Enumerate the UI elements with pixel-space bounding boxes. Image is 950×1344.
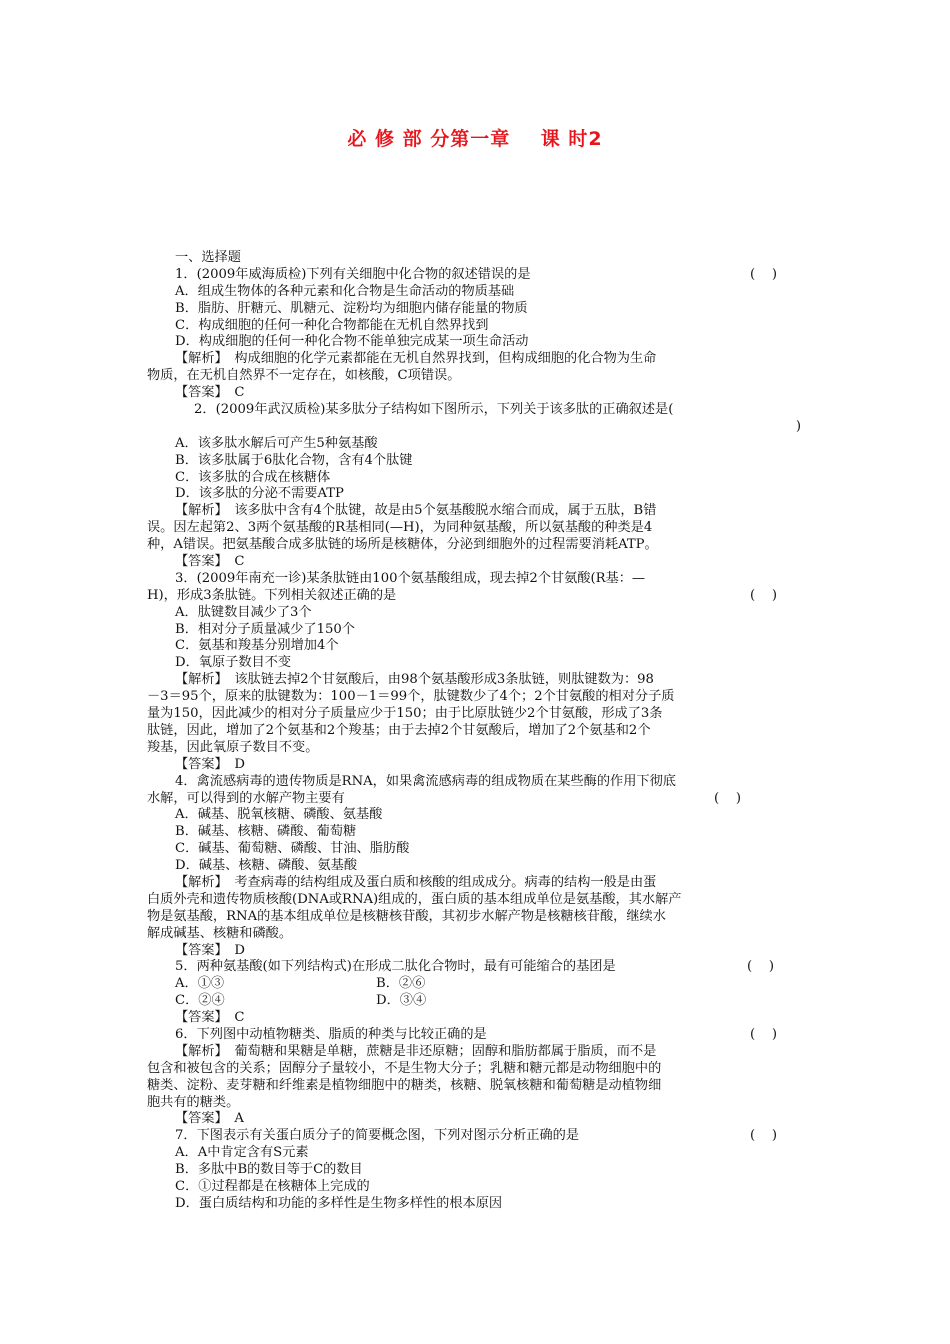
q3-option-a: A．肽键数目减少了3个 [175, 604, 312, 620]
q2-option-d: D．该多肽的分泌不需要ATP [175, 486, 344, 502]
q1-option-c: C．构成细胞的任何一种化合物都能在无机自然界找到 [175, 317, 489, 333]
q7-option-a: A．A中肯定含有S元素 [175, 1145, 309, 1161]
q1-option-d: D．构成细胞的任何一种化合物不能单独完成某一项生命活动 [175, 334, 529, 350]
q1-analysis-line: 物质，在无机自然界不一定存在，如核酸，C项错误。 [147, 368, 461, 384]
q3-option-c: C．氨基和羧基分别增加4个 [175, 638, 339, 654]
q6-analysis-line: 包含和被包含的关系；固醇分子量较小，不是生物大分子；乳糖和糖元都是动物细胞中的 [147, 1060, 662, 1076]
q3-option-b: B．相对分子质量减少了150个 [175, 621, 355, 637]
q5-options-row [147, 976, 807, 993]
q3-option-d: D．氧原子数目不变 [175, 655, 292, 671]
answer-blank: ( ) [750, 1128, 778, 1144]
q4-analysis-line: 【解析】 考查病毒的结构组成及蛋白质和核酸的组成成分。病毒的结构一般是由蛋 [175, 874, 657, 890]
q1-option-b: B．脂肪、肝糖元、肌糖元、淀粉均为细胞内储存能量的物质 [175, 300, 528, 316]
q5-answer: 【答案】 C [175, 1010, 245, 1026]
q3-analysis-line: －3＝95个，原来的肽键数为：100－1＝99个，肽键数少了4个；2个甘氨酸的相对分子质 [147, 689, 675, 705]
question-1-stem: 1．(2009年威海质检)下列有关细胞中化合物的叙述错误的是 ( ) [175, 266, 778, 282]
q7-option-c: C．①过程都是在核糖体上完成的 [175, 1178, 370, 1194]
document-body [147, 250, 807, 1213]
q3-answer: 【答案】 D [175, 756, 245, 772]
q4-answer: 【答案】 D [175, 942, 245, 958]
q4-analysis-line: 解成碱基、核糖和磷酸。 [147, 925, 293, 941]
q4-option-d: D．碱基、核糖、磷酸、氨基酸 [175, 858, 358, 874]
question-4-stem: 水解，可以得到的水解产物主要有 ( ) [147, 790, 742, 806]
section-heading: 一、选择题 [175, 250, 241, 265]
q5-option-d: D．③④ [376, 993, 427, 1009]
q3-analysis-line: 量为150，因此减少的相对分子质量应少于150；由于比原肽链少2个甘氨酸，形成了3条 [147, 706, 663, 722]
q4-analysis-line: 物是氨基酸，RNA的基本组成单位是核糖核苷酸，其初步水解产物是核糖核苷酸，继续水 [147, 908, 666, 924]
q2-option-c: C．该多肽的合成在核糖体 [175, 469, 331, 485]
q2-analysis-line: 种，A错误。把氨基酸合成多肽链的场所是核糖体，分泌到细胞外的过程需要消耗ATP。 [147, 537, 658, 553]
answer-blank: ( ) [714, 790, 742, 806]
answer-blank: ( ) [750, 587, 778, 603]
q6-answer: 【答案】 A [175, 1111, 244, 1127]
question-3-stem: 3．(2009年南充一诊)某条肽链由100个氨基酸组成，现去掉2个甘氨酸(R基：— [175, 570, 646, 586]
q4-option-b: B．碱基、核糖、磷酸、葡萄糖 [175, 824, 357, 840]
q6-analysis-line: 糖类、淀粉、麦芽糖和纤维素是植物细胞中的糖类，核糖、脱氧核糖和葡萄糖是动植物细 [147, 1077, 662, 1093]
q5-option-a: A．①③ [175, 976, 225, 992]
question-5-stem: 5．两种氨基酸(如下列结构式)在形成二肽化合物时，最有可能缩合的基团是 ( ) [175, 959, 775, 975]
question-3-stem: H)，形成3条肽链。下列相关叙述正确的是 ( ) [147, 587, 778, 603]
answer-blank: ( ) [750, 1026, 778, 1042]
q5-option-c: C．②④ [175, 993, 225, 1009]
answer-blank: ( ) [750, 266, 778, 282]
q2-analysis-line: 【解析】 该多肽中含有4个肽键，故是由5个氨基酸脱水缩合而成，属于五肽，B错 [175, 503, 657, 519]
q1-analysis-line: 【解析】 构成细胞的化学元素都能在无机自然界找到，但构成细胞的化合物为生命 [175, 351, 657, 367]
q2-option-a: A．该多肽水解后可产生5种氨基酸 [175, 435, 378, 451]
q7-option-b: B．多肽中B的数目等于C的数目 [175, 1162, 363, 1178]
question-2-stem: 2．(2009年武汉质检)某多肽分子结构如下图所示，下列关于该多肽的正确叙述是( [194, 402, 674, 418]
page-title: 必 修 部 分第一章 课 时2 [347, 128, 603, 150]
q3-analysis-line: 肽链，因此，增加了2个氨基和2个羧基；由于去掉2个甘氨酸后，增加了2个氨基和2个 [147, 722, 651, 738]
q1-answer: 【答案】 C [175, 385, 245, 401]
q2-answer: 【答案】 C [175, 554, 245, 570]
q4-analysis-line: 白质外壳和遗传物质核酸(DNA或RNA)组成的，蛋白质的基本组成单位是氨基酸，其水解产 [147, 891, 682, 907]
q1-option-a: A．组成生物体的各种元素和化合物是生命活动的物质基础 [175, 283, 515, 299]
q2-analysis-line: 误。因左起第2、3两个氨基酸的R基相同(—H)，为同种氨基酸，所以氨基酸的种类是4 [147, 520, 653, 536]
q4-option-c: C．碱基、葡萄糖、磷酸、甘油、脂肪酸 [175, 841, 410, 857]
question-4-stem: 4．禽流感病毒的遗传物质是RNA，如果禽流感病毒的组成物质在某些酶的作用下彻底 [175, 773, 676, 789]
q6-analysis-line: 【解析】 葡萄糖和果糖是单糖，蔗糖是非还原糖；固醇和脂肪都属于脂质，而不是 [175, 1043, 657, 1059]
q6-analysis-line: 胞共有的糖类。 [147, 1094, 240, 1110]
q7-option-d: D．蛋白质结构和功能的多样性是生物多样性的根本原因 [175, 1195, 503, 1211]
answer-blank: ) [795, 418, 801, 434]
q2-option-b: B．该多肽属于6肽化合物，含有4个肽键 [175, 452, 413, 468]
answer-blank: ( ) [747, 959, 775, 975]
q5-options-row [147, 993, 807, 1010]
q3-analysis-line: 羧基，因此氧原子数目不变。 [147, 739, 319, 755]
question-7-stem: 7．下图表示有关蛋白质分子的简要概念图，下列对图示分析正确的是 ( ) [175, 1128, 778, 1144]
q4-option-a: A．碱基、脱氧核糖、磷酸、氨基酸 [175, 807, 383, 823]
q5-option-b: B．②⑥ [376, 976, 426, 992]
q3-analysis-line: 【解析】 该肽链去掉2个甘氨酸后，由98个氨基酸形成3条肽链，则肽键数为：98 [175, 672, 654, 688]
question-6-stem: 6．下列图中动植物糖类、脂质的种类与比较正确的是 ( ) [175, 1026, 778, 1042]
